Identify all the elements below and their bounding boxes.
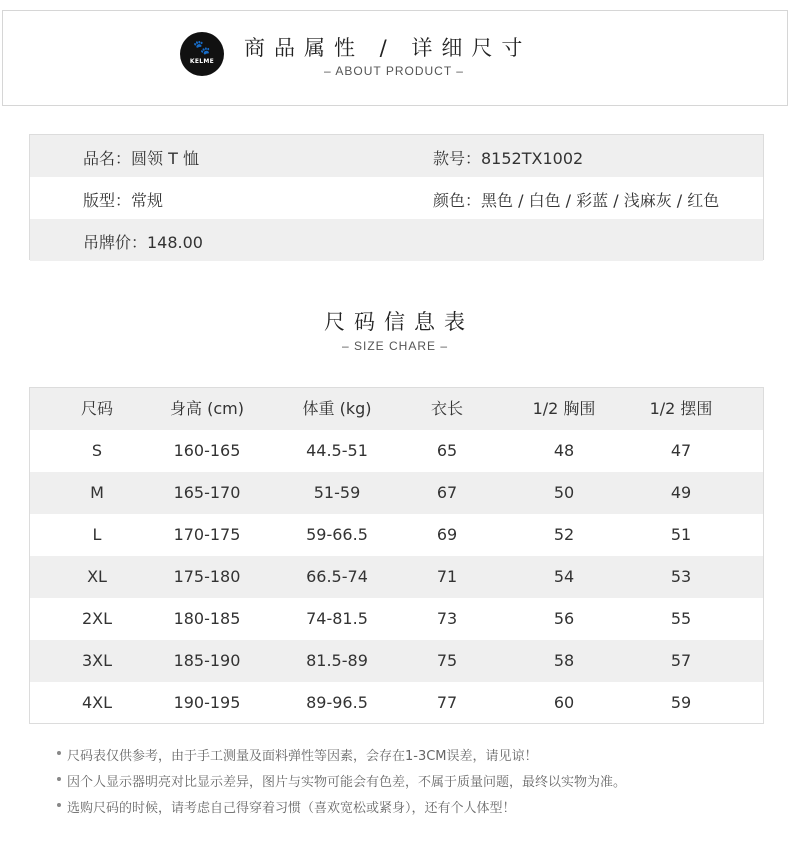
attribute-table [29, 134, 764, 260]
table-cell: XL [87, 567, 107, 586]
table-cell: 175-180 [173, 567, 241, 586]
column-header: 身高 (cm) [170, 399, 244, 418]
table-cell: 44.5-51 [306, 441, 368, 460]
table-cell: 59-66.5 [306, 525, 368, 544]
table-cell: 160-165 [173, 441, 241, 460]
table-cell: 89-96.5 [306, 693, 368, 712]
bullet-icon [57, 777, 61, 781]
bullet-icon [57, 803, 61, 807]
table-cell: 58 [553, 651, 575, 670]
brand-logo [180, 32, 224, 76]
size-section-title: 尺码信息表 [324, 310, 474, 334]
product-fit: 版型：常规 [83, 191, 164, 210]
table-cell: 51-59 [313, 483, 361, 502]
page-title: 商品属性 / 详细尺寸 [244, 36, 532, 60]
column-header: 1/2 摆围 [649, 399, 713, 418]
column-header: 体重 (kg) [302, 399, 372, 418]
table-cell: 180-185 [173, 609, 241, 628]
bullet-icon [57, 751, 61, 755]
table-cell: 67 [436, 483, 458, 502]
table-cell: 56 [553, 609, 575, 628]
table-cell: 51 [670, 525, 692, 544]
table-cell: M [90, 483, 104, 502]
table-cell: S [91, 441, 103, 460]
table-cell: 190-195 [173, 693, 241, 712]
product-price: 吊牌价：148.00 [83, 233, 203, 252]
table-row [30, 472, 763, 514]
product-name: 品名：圆领 T 恤 [83, 149, 199, 168]
table-cell: 75 [436, 651, 458, 670]
table-cell: 57 [670, 651, 692, 670]
table-row [30, 556, 763, 598]
note-text: 因个人显示器明亮对比显示差异，图片与实物可能会有色差，不属于质量问题，最终以实物为准。 [67, 775, 627, 790]
column-header: 衣长 [430, 399, 463, 418]
note-item [57, 771, 757, 797]
table-cell: L [92, 525, 102, 544]
table-cell: 66.5-74 [306, 567, 368, 586]
table-cell: 59 [670, 693, 692, 712]
table-cell: 69 [436, 525, 458, 544]
page-subtitle: – ABOUT PRODUCT – [324, 64, 464, 78]
table-cell: 48 [553, 441, 575, 460]
note-item [57, 745, 757, 771]
table-cell: 50 [553, 483, 575, 502]
table-cell: 47 [670, 441, 692, 460]
attribute-row [30, 135, 763, 177]
note-text: 选购尺码的时候，请考虑自己得穿着习惯（喜欢宽松或紧身），还有个人体型！ [67, 801, 516, 816]
size-section-subtitle: – SIZE CHARE – [341, 339, 449, 353]
note-item [57, 797, 757, 823]
table-row [30, 430, 763, 472]
table-row [30, 682, 763, 724]
table-cell: 71 [436, 567, 458, 586]
table-cell: 2XL [81, 609, 113, 628]
column-header: 尺码 [80, 399, 113, 418]
table-cell: 60 [553, 693, 575, 712]
table-cell: 73 [436, 609, 458, 628]
table-row [30, 598, 763, 640]
brand-name: KELME [189, 58, 215, 65]
table-cell: 65 [436, 441, 458, 460]
attribute-row [30, 219, 763, 261]
paw-icon: 🐾 [193, 40, 211, 56]
table-cell: 165-170 [173, 483, 241, 502]
product-sku: 款号：8152TX1002 [433, 149, 584, 168]
table-row [30, 514, 763, 556]
table-cell: 81.5-89 [306, 651, 368, 670]
table-cell: 3XL [81, 651, 113, 670]
notes-list [57, 745, 757, 823]
table-cell: 55 [670, 609, 692, 628]
size-table [29, 387, 764, 724]
table-cell: 185-190 [173, 651, 241, 670]
attribute-row [30, 177, 763, 219]
column-header: 1/2 胸围 [532, 399, 596, 418]
product-colors: 颜色：黑色 / 白色 / 彩蓝 / 浅麻灰 / 红色 [433, 191, 720, 210]
table-header-row [30, 388, 763, 430]
table-row [30, 640, 763, 682]
table-cell: 54 [553, 567, 575, 586]
table-cell: 77 [436, 693, 458, 712]
table-cell: 49 [670, 483, 692, 502]
table-cell: 4XL [81, 693, 113, 712]
table-cell: 74-81.5 [306, 609, 368, 628]
table-cell: 52 [553, 525, 575, 544]
note-text: 尺码表仅供参考，由于手工测量及面料弹性等因素，会存在1-3CM误差，请见谅！ [67, 749, 538, 764]
table-cell: 53 [670, 567, 692, 586]
table-cell: 170-175 [173, 525, 241, 544]
